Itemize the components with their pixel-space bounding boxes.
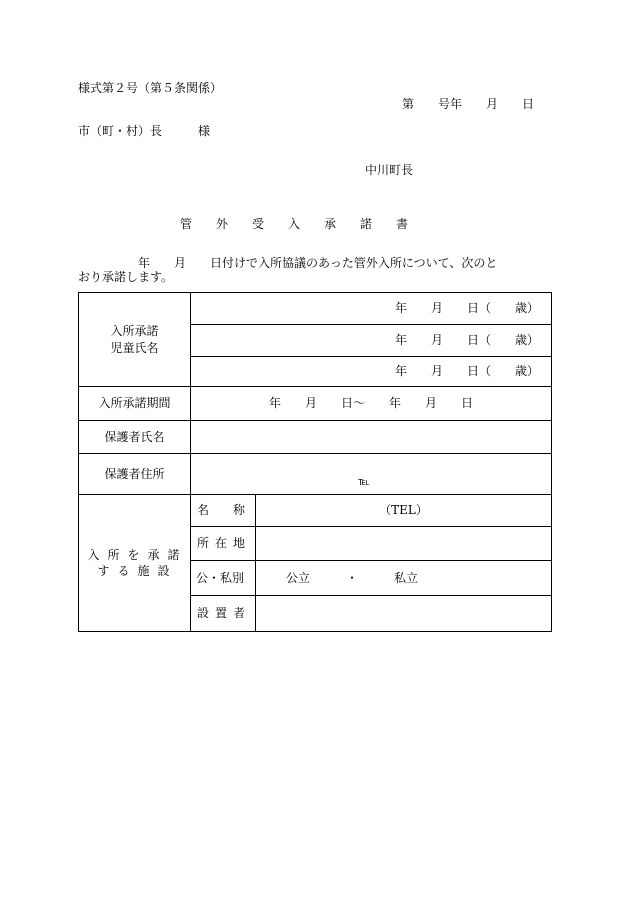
facility-label: 入所を承諾 する施設 [79, 495, 191, 632]
form-number: 様式第２号（第５条関係） [78, 81, 223, 95]
addressee: 市（町・村）長 様 [78, 124, 211, 138]
period-value[interactable]: 年 月 日〜 年 月 日 [191, 387, 552, 421]
guardian-name-label: 保護者氏名 [79, 421, 191, 454]
document-title: 管 外 受 入 承 諾 書 [180, 217, 409, 231]
intro-line-2: おり承諾します。 [78, 270, 174, 284]
sender: 中川町長 [365, 163, 414, 177]
facility-location-label: 所在地 [191, 527, 256, 561]
period-label: 入所承諾期間 [79, 387, 191, 421]
facility-location-value[interactable] [256, 527, 552, 561]
facility-type-label: 公・私別 [191, 561, 256, 596]
child-birth-row-1[interactable]: 年 月 日（ 歳） [191, 293, 552, 325]
tel-mark: ℡ [358, 475, 370, 488]
facility-founder-value[interactable] [256, 596, 552, 632]
guardian-name-value[interactable] [191, 421, 552, 454]
facility-name-label: 名 称 [191, 495, 256, 527]
facility-founder-label: 設置者 [191, 596, 256, 632]
child-birth-row-2[interactable]: 年 月 日（ 歳） [191, 325, 552, 357]
facility-type-value[interactable]: 公立 ・ 私立 [256, 561, 552, 596]
facility-name-value[interactable]: （TEL） [256, 495, 552, 527]
consent-form-table [78, 292, 552, 632]
child-birth-row-3[interactable]: 年 月 日（ 歳） [191, 357, 552, 387]
guardian-address-value[interactable] [191, 454, 552, 495]
child-name-label: 入所承諾 児童氏名 [79, 293, 191, 387]
intro-line-1: 年 月 日付けで入所協議のあった管外入所について、次のと [78, 256, 498, 270]
guardian-address-label: 保護者住所 [79, 454, 191, 495]
document-number-date: 第 号年 月 日 [402, 97, 535, 111]
